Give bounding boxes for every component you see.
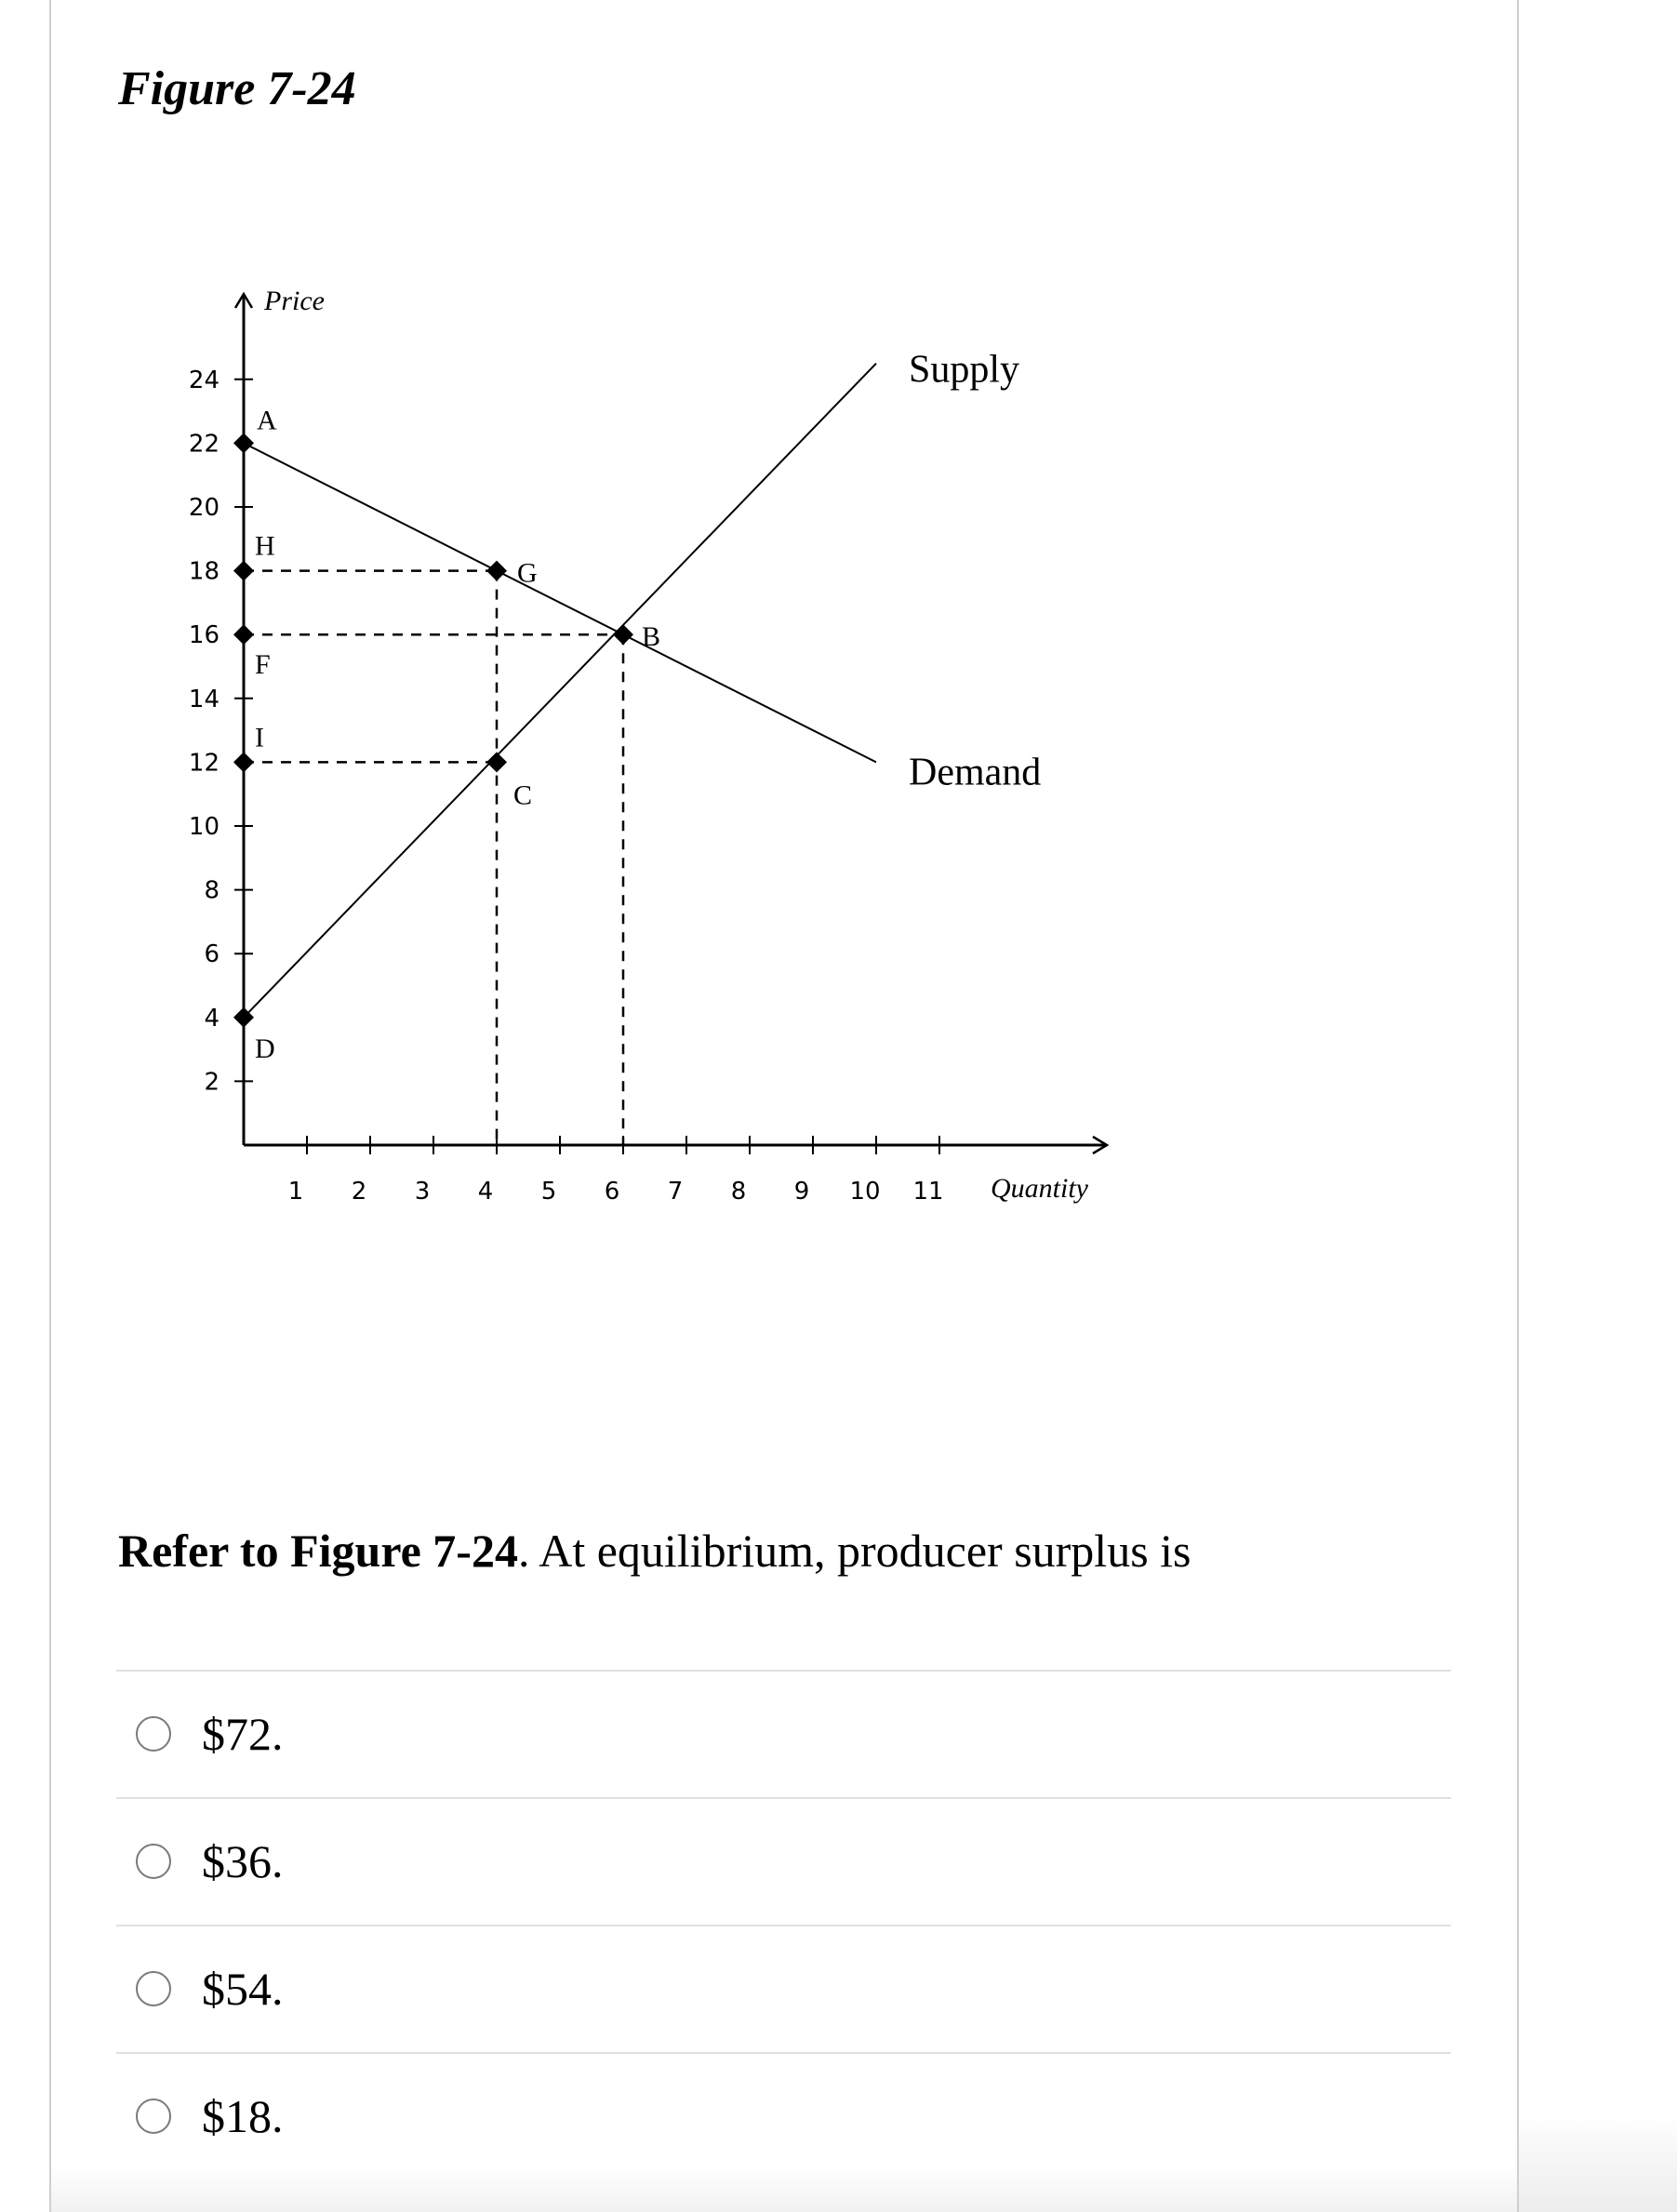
question-rest: . At equilibrium, producer surplus is [517, 1525, 1191, 1577]
y-tick-label: 22 [188, 430, 220, 459]
point-h-marker [233, 561, 254, 581]
demand-label: Demand [909, 751, 1042, 794]
point-b-label: B [642, 621, 661, 653]
y-tick-label: 8 [204, 876, 220, 905]
question-text [118, 1524, 1191, 1578]
y-tick-label: 20 [188, 494, 220, 522]
point-c-marker [486, 752, 507, 772]
point-b-marker [613, 624, 633, 645]
answer-option-2[interactable] [116, 1797, 1451, 1925]
answer-option-3[interactable] [116, 1925, 1451, 2052]
point-i-label: I [255, 722, 264, 753]
x-tick-label: 9 [793, 1178, 810, 1206]
y-tick-label: 2 [204, 1068, 220, 1097]
point-f-marker [233, 624, 254, 645]
x-tick-label: 6 [604, 1178, 620, 1206]
x-tick-label: 7 [667, 1178, 684, 1206]
option-label: $36. [202, 1835, 284, 1887]
x-tick-label: 1 [287, 1178, 304, 1206]
point-g-label: G [517, 557, 538, 589]
question-ref: Refer to Figure 7-24 [118, 1525, 518, 1577]
y-tick-label: 14 [188, 685, 220, 713]
x-tick-label: 2 [351, 1178, 367, 1206]
point-a-marker [233, 433, 254, 453]
x-tick-label: 8 [730, 1178, 747, 1206]
supply-curve [244, 364, 876, 1018]
x-tick-label: 5 [540, 1178, 557, 1206]
option-label: $18. [202, 2090, 284, 2142]
x-tick-label: 3 [414, 1178, 431, 1206]
y-axis-label: Price [264, 286, 325, 316]
point-i-marker [233, 752, 254, 772]
answer-option-1[interactable] [116, 1670, 1451, 1797]
y-tick-label: 16 [188, 621, 220, 650]
point-g-marker [486, 561, 507, 581]
x-axis-label: Quantity [991, 1173, 1088, 1204]
y-tick-label: 4 [204, 1004, 220, 1033]
radio-button[interactable] [136, 1844, 171, 1879]
x-tick-label: 11 [912, 1178, 944, 1206]
y-tick-label: 10 [188, 813, 220, 841]
y-tick-label: 6 [204, 940, 220, 969]
radio-button[interactable] [136, 2099, 171, 2134]
point-c-label: C [513, 780, 533, 811]
figure-title: Figure 7-24 [118, 62, 356, 115]
supply-label: Supply [909, 348, 1020, 392]
y-tick-label: 24 [188, 366, 220, 394]
answer-option-4[interactable] [116, 2052, 1451, 2179]
x-tick-label: 4 [477, 1178, 494, 1206]
point-h-label: H [255, 530, 275, 562]
point-f-label: F [255, 649, 271, 681]
y-tick-label: 12 [188, 749, 220, 778]
radio-button[interactable] [136, 1716, 171, 1752]
right-shade [1519, 2112, 1677, 2212]
x-tick-label: 10 [849, 1178, 881, 1206]
point-d-label: D [255, 1033, 275, 1064]
option-label: $72. [202, 1708, 284, 1760]
point-a-label: A [257, 405, 277, 436]
radio-button[interactable] [136, 1971, 171, 2006]
option-label: $54. [202, 1963, 284, 2015]
answer-options [116, 1670, 1451, 2179]
y-tick-label: 18 [188, 557, 220, 586]
demand-curve [244, 443, 876, 762]
